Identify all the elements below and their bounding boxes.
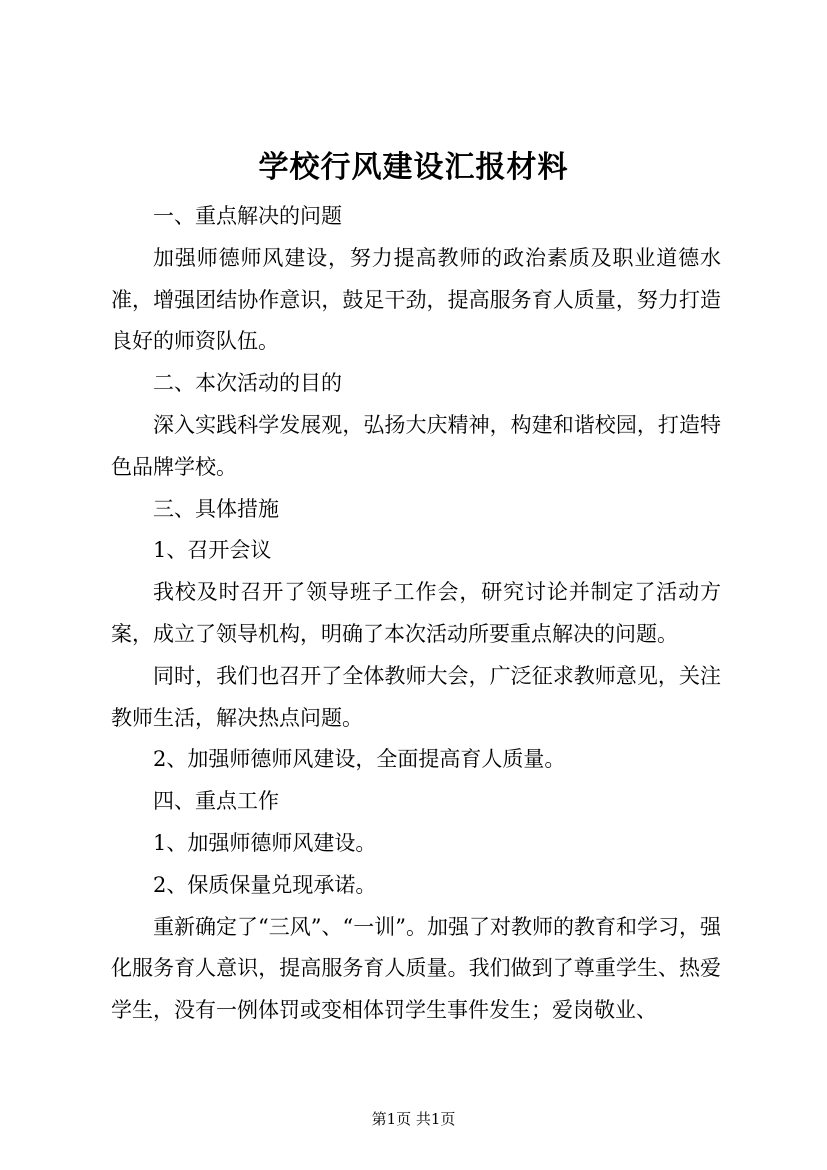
paragraph: 加强师德师风建设，努力提高教师的政治素质及职业道德水准，增强团结协作意识，鼓足干劲，提高服务育人质量，努力打造良好的师资队伍。	[111, 245, 721, 354]
subheading: 2、保质保量兑现承诺。	[153, 872, 377, 897]
document-title: 学校行风建设汇报材料	[258, 150, 569, 185]
heading-4: 四、重点工作	[153, 789, 279, 814]
document-body	[111, 196, 721, 1032]
paragraph: 重新确定了“三风”、“一训”。加强了对教师的教育和学习，强化服务育人意识，提高服务育人质量。我们做到了尊重学生、热爱学生，没有一例体罚或变相体罚学生事件发生；爱岗敬业、	[111, 914, 721, 1023]
paragraph: 深入实践科学发展观，弘扬大庆精神，构建和谐校园，打造特色品牌学校。	[111, 412, 721, 479]
subheading: 1、加强师德师风建设。	[153, 830, 377, 855]
subheading: 1、召开会议	[153, 538, 272, 563]
heading-1: 一、重点解决的问题	[153, 204, 342, 228]
paragraph: 同时，我们也召开了全体教师大会，广泛征求教师意见，关注教师生活，解决热点问题。	[111, 663, 721, 730]
heading-3: 三、具体措施	[153, 496, 279, 521]
heading-2: 二、本次活动的目的	[153, 371, 342, 396]
page-number: 第1页 共1页	[371, 1110, 456, 1128]
subheading: 2、加强师德师风建设，全面提高育人质量。	[153, 747, 566, 772]
paragraph: 我校及时召开了领导班子工作会，研究讨论并制定了活动方案，成立了领导机构，明确了本次活动所要重点解决的问题。	[111, 580, 721, 646]
